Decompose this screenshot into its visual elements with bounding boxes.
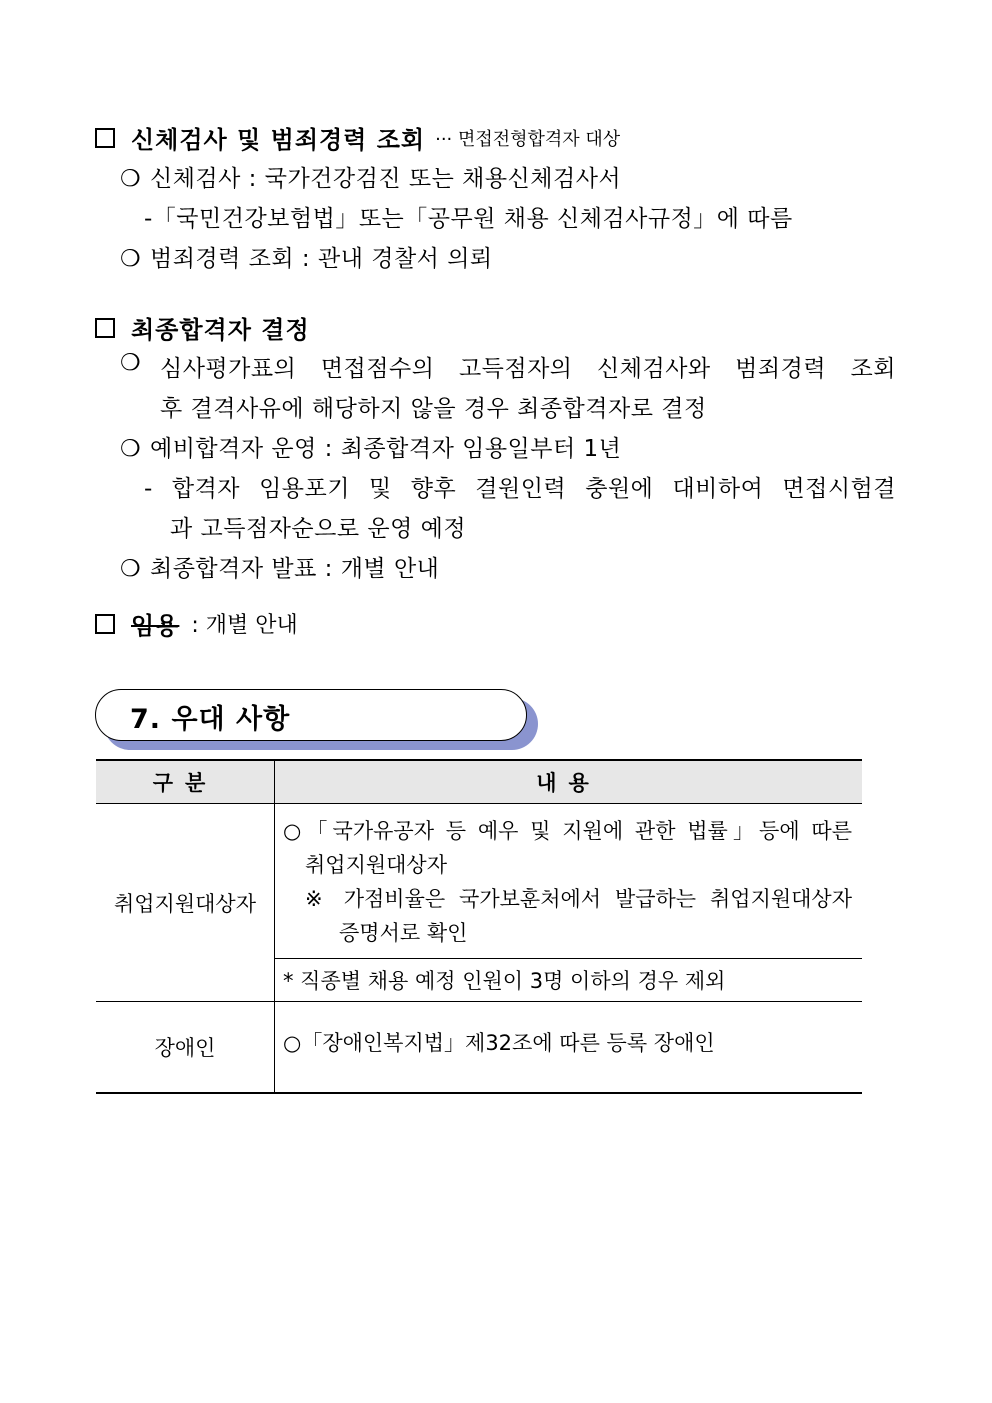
circle-bullet-icon: ❍ [120, 556, 142, 582]
checkbox-icon [95, 614, 115, 634]
circle-bullet-icon: ❍ [120, 350, 142, 376]
section-note: ··· 면접전형합격자 대상 [435, 128, 621, 150]
preference-table [96, 759, 862, 1094]
heading-final-decision [95, 310, 310, 345]
checkbox-icon [95, 318, 115, 338]
list-item: ❍ 심사평가표의 면접점수의 고득점자의 신체검사와 범죄경력 조회 [120, 350, 896, 382]
circle-bullet-icon: ❍ [120, 166, 142, 192]
list-item: ❍ 신체검사 : 국가건강검진 또는 채용신체검사서 [120, 166, 622, 192]
list-item-continuation: 후 결격사유에 해당하지 않을 경우 최종합격자로 결정 [160, 396, 707, 422]
table-row [96, 804, 862, 959]
content-line: ○「장애인복지법」제32조에 따른 등록 장애인 [283, 1031, 715, 1055]
checkbox-icon [95, 128, 115, 148]
list-item: ❍ 최종합격자 발표 : 개별 안내 [120, 556, 440, 582]
circle-bullet-icon: ❍ [120, 246, 142, 272]
heading-physical-exam [95, 120, 620, 155]
note-cell: * 직종별 채용 예정 인원이 3명 이하의 경우 제외 [275, 959, 863, 1002]
content-line: 취업지원대상자 [305, 853, 448, 877]
content-line: ○「국가유공자 등 예우 및 지원에 관한 법률」등에 따른 [283, 819, 852, 843]
content-line: 증명서로 확인 [339, 921, 468, 945]
category-cell: 장애인 [96, 1002, 275, 1094]
table-header-row [96, 760, 862, 804]
circle-bullet-icon: ❍ [120, 436, 142, 462]
list-item: ❍ 예비합격자 운영 : 최종합격자 임용일부터 1년 [120, 436, 622, 462]
list-subitem: -「국민건강보험법」또는「공무원 채용 신체검사규정」에 따름 [144, 206, 793, 232]
section-title: 신체검사 및 범죄경력 조회 [131, 126, 426, 154]
content-cell [275, 1002, 863, 1094]
heading-appointment [95, 606, 298, 641]
list-subitem-continuation: 과 고득점자순으로 운영 예정 [170, 516, 467, 542]
section-heading: 7. 우대 사항 [130, 704, 291, 735]
section-title: 최종합격자 결정 [131, 316, 310, 344]
table-row [96, 1002, 862, 1094]
category-cell: 취업지원대상자 [96, 804, 275, 1002]
list-subitem: - 합격자 임용포기 및 향후 결원인력 충원에 대비하여 면접시험결 [144, 476, 896, 502]
content-cell [275, 804, 863, 959]
section-note: : 개별 안내 [191, 613, 298, 638]
header-content: 내용 [275, 760, 863, 804]
content-line: ※ 가점비율은 국가보훈처에서 발급하는 취업지원대상자 [305, 887, 852, 911]
section-title: 임용 [131, 612, 180, 640]
header-category: 구분 [96, 760, 275, 804]
list-item: ❍ 범죄경력 조회 : 관내 경찰서 의뢰 [120, 246, 493, 272]
